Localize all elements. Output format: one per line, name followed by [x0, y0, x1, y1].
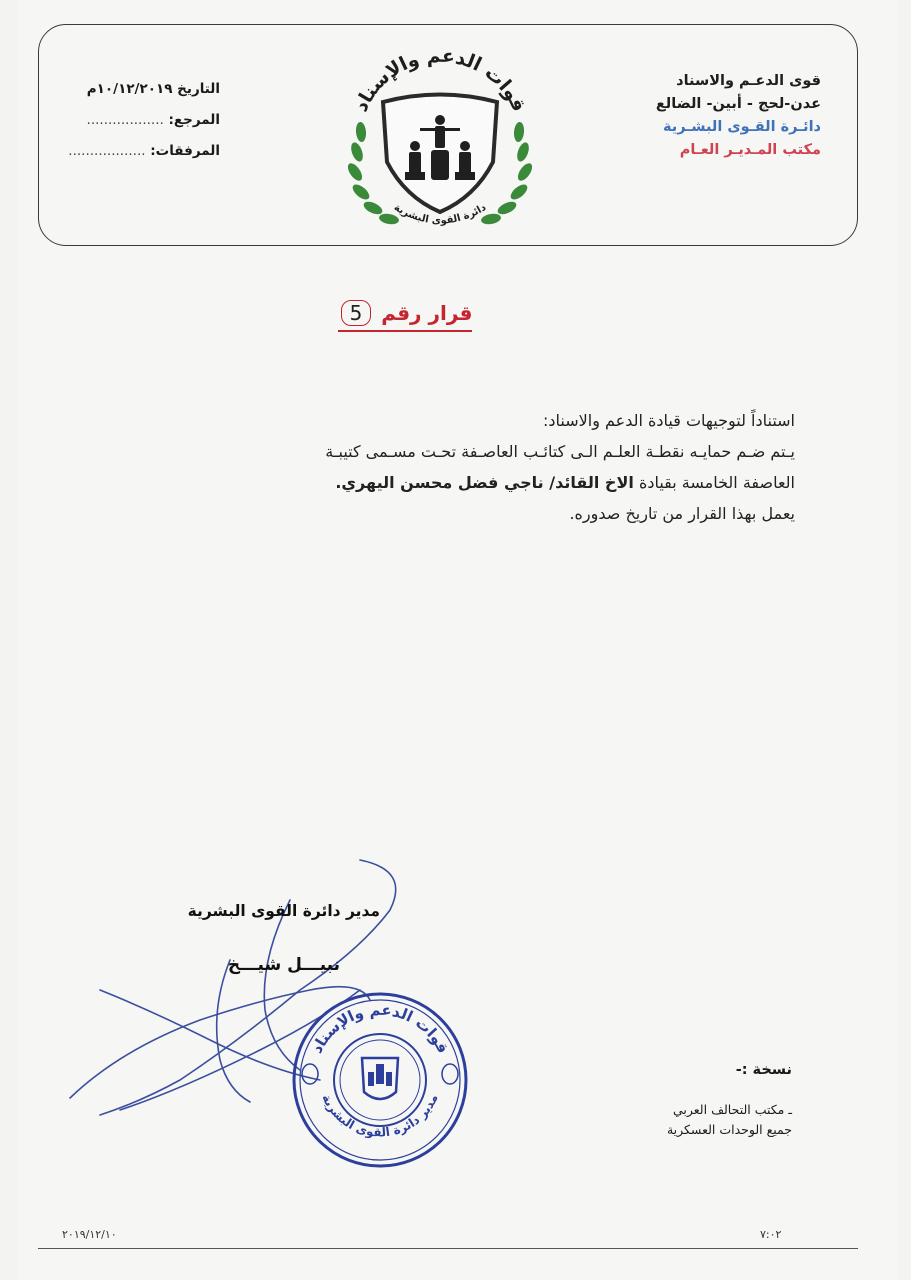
decision-body [100, 405, 795, 529]
body-line-3 [100, 467, 795, 498]
stamp-soldiers-icon [368, 1064, 392, 1086]
reference-label: المرجع: [168, 112, 220, 128]
decision-title [290, 300, 520, 332]
stamp-top-text: قوات الدعم والإسناد [307, 1000, 453, 1057]
reference-field [60, 105, 220, 136]
decision-title-text: قرار رقم [381, 301, 473, 325]
date-field: التاريخ ١٠/١٢/٢٠١٩م [86, 81, 220, 97]
copy-item-1: ـ مكتب التحالف العربي [672, 1102, 792, 1117]
footer-time: ٧:٠٢ [760, 1228, 782, 1241]
attachments-value: .................. [68, 143, 146, 159]
logo-top-text: قوات الدعم والإسناد [349, 44, 531, 116]
reference-value: .................. [86, 112, 164, 128]
commander-name: الاخ القائد/ ناجي فضل محسن اليهري. [335, 473, 634, 492]
footer-divider [38, 1248, 858, 1249]
stamp-right-emblem [442, 1064, 458, 1084]
copy-item-2: جميع الوحدات العسكرية [666, 1122, 792, 1137]
signatory-title: مدير دائرة القوى البشرية [187, 902, 380, 920]
copies-section [600, 1062, 792, 1140]
regions: عدن-لحج - أبين- الضالع [655, 96, 821, 112]
body-line-2: يـتم ضـم حمايـه نقطـة العلـم الـى كتائـب العاصـفة تحـت مسـمى كتيبـة [325, 442, 795, 461]
decision-title-underline [338, 300, 473, 332]
signatory-name: نبيـــل شيـــخ [227, 955, 340, 975]
letterhead-left [60, 74, 220, 167]
emblem-logo [325, 32, 555, 242]
decision-number: 5 [341, 300, 372, 326]
office-name: مكتب المـديـر العـام [679, 142, 821, 158]
body-line-4: يعمل بهذا القرار من تاريخ صدوره. [569, 504, 795, 523]
body-line-3-prefix: العاصفة الخامسة بقيادة [638, 473, 795, 492]
department-name: دائـرة القـوى البشـرية [663, 119, 821, 135]
attachments-label: المرفقات: [150, 143, 220, 159]
footer-date: ٢٠١٩/١٢/١٠ [62, 1228, 117, 1241]
stamp-left-emblem [302, 1064, 318, 1084]
official-stamp [290, 990, 470, 1170]
copies-heading: نسخة :- [735, 1062, 792, 1078]
letterhead-right [561, 70, 821, 162]
stamp-bottom-text: مدير دائرة القوى البشرية [319, 1092, 441, 1140]
body-line-1: استناداً لتوجيهات قيادة الدعم والاسناد: [543, 411, 795, 430]
org-name: قوى الدعـم والاسناد [676, 73, 821, 89]
attachments-field [60, 136, 220, 167]
logo-bottom-text: دائرة القوى البشرية [391, 202, 489, 227]
